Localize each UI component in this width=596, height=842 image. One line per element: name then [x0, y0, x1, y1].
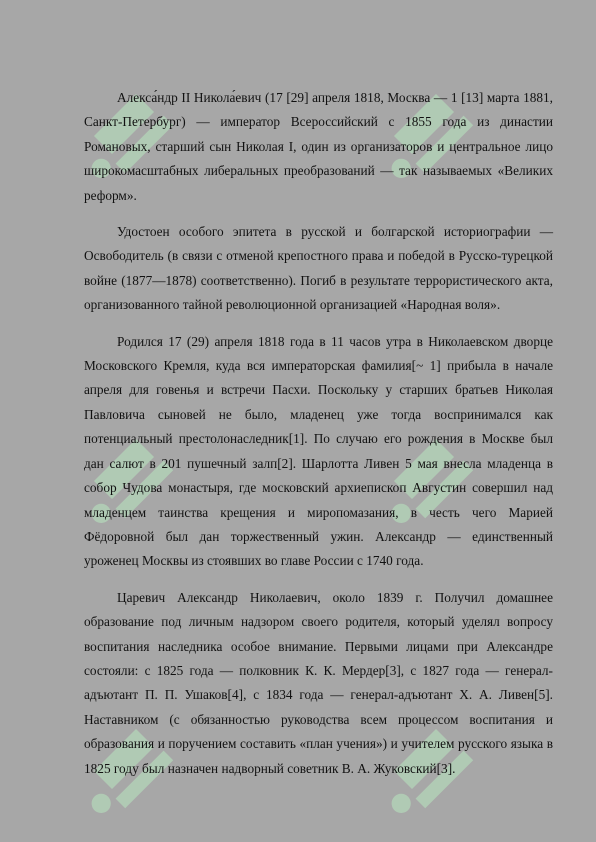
paragraph-epithet: Удостоен особого эпитета в русской и болгарской историографии — Освободитель (в связи с отменой крепостного права и победой в Русско-турецкой войне (1877—1878) соответственно). Погиб в результате террористического акта, организованного тайной революционной организацией «Народная воля».	[84, 224, 553, 313]
paragraph-birth: Родился 17 (29) апреля 1818 года в 11 часов утра в Николаевском дворце Московского Кремля, куда вся императорская фамилия[~ 1] прибыла в начале апреля для говенья и встречи Пасхи. Поскольку у старших братьев Николая Павловича сыновей не было, младенец уже тогда воспринимался как потенциальный престолонаследник[1]. По случаю его рождения в Москве был дан салют в 201 пушечный залп[2]. Шарлотта Ливен 5 мая внесла младенца в собор Чудова монастыря, где московский архиепископ Августин совершил над младенцем таинства крещения и миропомазания, в честь чего Марией Фёдоровной был дан торжественный ужин. Александр — единственный уроженец Москвы из стоявших во главе России с 1740 года.	[84, 333, 553, 569]
paragraph-education: Царевич Александр Николаевич, около 1839 г. Получил домашнее образование под личным надзором своего родителя, который уделял вопросу воспитания наследника особое внимание. Первыми лицами при Александре состояли: с 1825 года — полковник К. К. Мердер[3], с 1827 года — генерал-адъютант П. П. Ушаков[4], с 1834 года — генерал-адъютант Х. А. Ливен[5]. Наставником (с обязанностью руководства всем процессом воспитания и образования и поручением составить «план учения») и учителем русского языка в 1825 году был назначен надворный советник В. А. Жуковский[3].	[84, 589, 553, 776]
paragraph-intro: Алекса́ндр II Никола́евич (17 [29] апреля 1818, Москва — 1 [13] марта 1881, Санкт-Петербург) — император Всероссийский с 1855 года из династии Романовых, старший сын Николая I, один из организаторов и центральное лицо широкомасштабных либеральных преобразований — так называемых «Великих реформ».	[84, 90, 553, 203]
document-body	[84, 86, 553, 793]
